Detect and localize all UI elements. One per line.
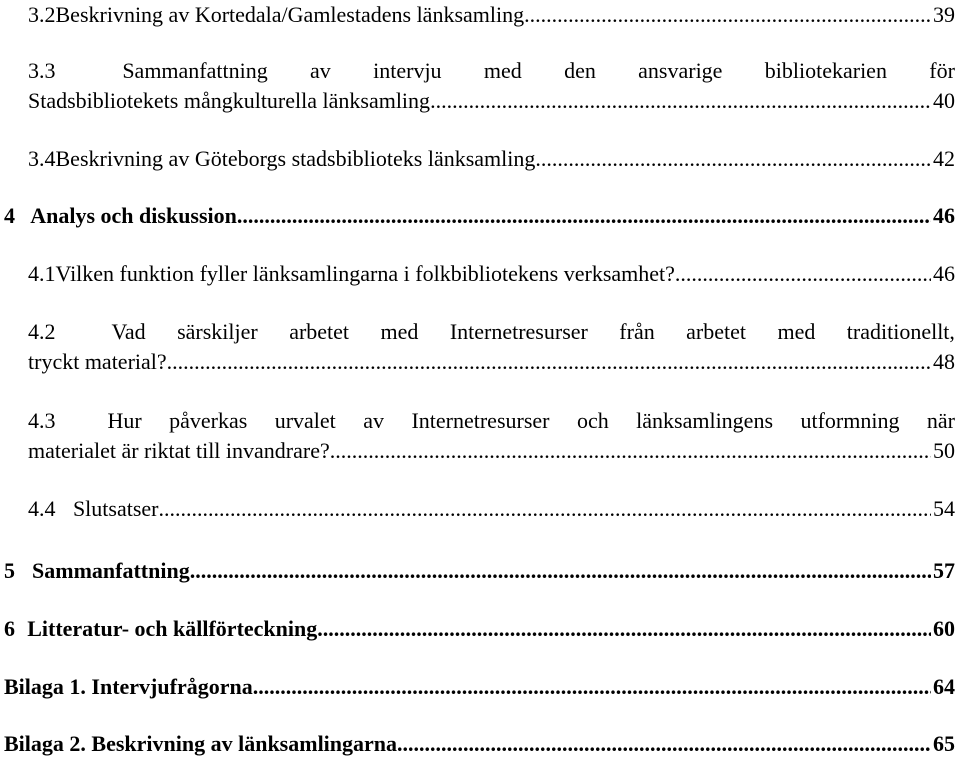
toc-leader-dots [430, 86, 931, 116]
toc-page-number: 48 [933, 349, 955, 374]
toc-title-word: ansvarige [638, 58, 723, 83]
toc-title-word: för [929, 58, 955, 83]
toc-entry-4-2 [0, 317, 955, 377]
toc-title-word: och [576, 408, 609, 433]
toc-title-continuation: Stadsbibliotekets mångkulturella länksamling [28, 88, 431, 113]
toc-page-number: 46 [933, 261, 955, 286]
toc-leader-dots [190, 556, 931, 586]
toc-leader-dots [535, 144, 931, 174]
toc-title-word: Internetresurser [449, 319, 588, 344]
toc-page-number: 50 [933, 438, 955, 463]
toc-entry-bilaga-1 [0, 672, 955, 702]
toc-title-word: intervju [373, 58, 442, 83]
toc-number: 4.3 [28, 408, 56, 433]
toc-title-word: särskiljer [177, 319, 258, 344]
toc-leader-dots [675, 259, 931, 289]
toc-title-word: Internetresurser [411, 408, 550, 433]
toc-number: 3.2 [28, 2, 56, 27]
toc-number: 6 [4, 616, 15, 641]
toc-title: Beskrivning av Göteborgs stadsbiblioteks länksamling [55, 146, 536, 171]
toc-number: 4.1 [28, 261, 56, 286]
toc-title: Beskrivning av Kortedala/Gamlestadens länksamling [55, 2, 525, 27]
toc-page-number: 65 [933, 731, 955, 756]
toc-title-word: den [564, 58, 596, 83]
toc-number: 4 [4, 203, 15, 228]
toc-title-word: Sammanfattning [122, 58, 268, 83]
toc-title-word: Hur [107, 408, 142, 433]
toc-number: 5 [4, 558, 15, 583]
toc-number: 3.3 [28, 58, 56, 83]
toc-page-number: 54 [933, 496, 955, 521]
toc-entry-4-1 [0, 259, 955, 289]
toc-title: Slutsatser [72, 496, 159, 521]
toc-title-word: från [619, 319, 655, 344]
toc-title-word: med [380, 319, 419, 344]
toc-entry-6 [0, 614, 955, 644]
toc-entry-3-4 [0, 144, 955, 174]
toc-title: Litteratur- och källförteckning [27, 616, 318, 641]
toc-page-number: 64 [933, 674, 955, 699]
toc-entry-4-4 [0, 494, 955, 524]
toc-number: 4.2 [28, 319, 56, 344]
toc-title: Bilaga 2. Beskrivning av länksamlingarna [4, 731, 398, 756]
toc-title-word: bibliotekarien [764, 58, 887, 83]
toc-page-number: 57 [933, 558, 955, 583]
toc-entry-4 [0, 201, 955, 231]
toc-title-word: traditionellt, [846, 319, 955, 344]
toc-title-word: urvalet [274, 408, 336, 433]
toc-title-continuation: tryckt material? [28, 349, 167, 374]
toc-entry-4-3 [0, 406, 955, 466]
toc-entry-3-2 [0, 0, 955, 30]
toc-title-word: när [926, 408, 955, 433]
toc-title-continuation: materialet är riktat till invandrare? [28, 438, 330, 463]
toc-page-number: 46 [933, 203, 955, 228]
toc-page-number: 42 [933, 146, 955, 171]
toc-leader-dots [317, 614, 931, 644]
toc-entry-bilaga-2 [0, 729, 955, 759]
toc-title-word: med [483, 58, 522, 83]
toc-title-word: Vad [111, 319, 146, 344]
toc-title: Analys och diskussion [30, 203, 237, 228]
toc-leader-dots [253, 672, 931, 702]
toc-leader-dots [159, 494, 932, 524]
toc-title-word: utformning [800, 408, 900, 433]
toc-leader-dots [237, 201, 931, 231]
toc-number: 3.4 [28, 146, 56, 171]
toc-title-word: av [310, 58, 331, 83]
toc-leader-dots [524, 0, 931, 30]
toc-title: Sammanfattning [32, 558, 190, 583]
toc-title-word: påverkas [169, 408, 248, 433]
toc-number: 4.4 [28, 496, 56, 521]
toc-title-word: arbetet [686, 319, 747, 344]
toc-entry-5 [0, 556, 955, 586]
toc-page-number: 60 [933, 616, 955, 641]
toc-title-word: länksamlingens [636, 408, 774, 433]
toc-leader-dots [167, 347, 931, 377]
toc-title-word: arbetet [289, 319, 350, 344]
toc-page-number: 39 [933, 2, 955, 27]
toc-page-number: 40 [933, 88, 955, 113]
toc-title-word: med [777, 319, 816, 344]
toc-leader-dots [330, 436, 931, 466]
toc-entry-3-3 [0, 56, 955, 116]
toc-title: Bilaga 1. Intervjufrågorna [4, 674, 253, 699]
toc-title: Vilken funktion fyller länksamlingarna i folkbibliotekens verksamhet? [55, 261, 675, 286]
toc-title-word: av [363, 408, 385, 433]
toc-leader-dots [397, 729, 931, 759]
